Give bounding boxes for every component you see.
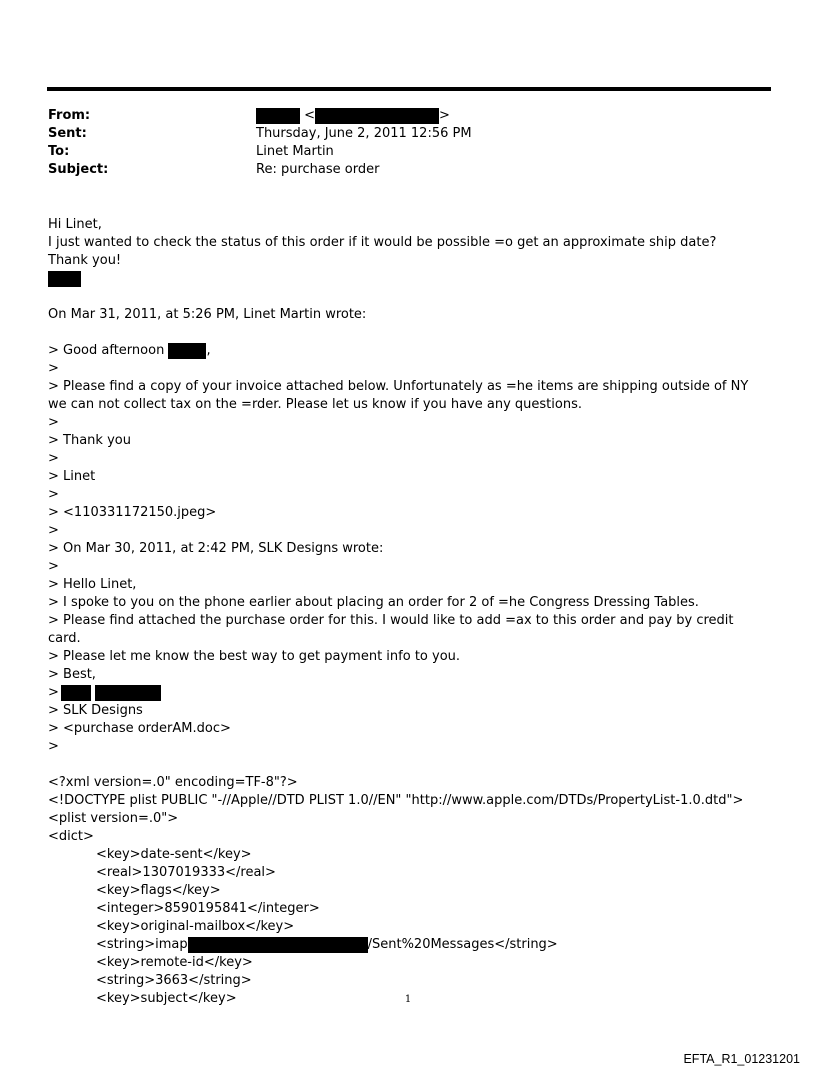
xml-line: <integer>8590195841</integer> <box>96 901 320 916</box>
quote-line: > <box>48 684 768 702</box>
quote-line: > <purchase orderAM.doc> <box>48 721 231 736</box>
subject-label: Subject: <box>48 162 109 177</box>
xml-line: <string>3663</string> <box>96 973 252 988</box>
redaction-box <box>256 108 300 124</box>
quote-line: > <box>48 739 59 754</box>
xml-line: <real>1307019333</real> <box>96 865 276 880</box>
redaction-box <box>315 108 439 124</box>
signature-line <box>48 270 768 288</box>
email-body <box>48 216 768 1008</box>
from-label: From: <box>48 108 91 123</box>
xml-line: <key>flags</key> <box>96 883 221 898</box>
xml-line: <!DOCTYPE plist PUBLIC "-//Apple//DTD PLIST 1.0//EN" "http://www.apple.com/DTDs/PropertyList-1.0.dtd"> <box>48 793 744 808</box>
thanks-line: Thank you! <box>48 253 122 268</box>
quote-line: > On Mar 30, 2011, at 2:42 PM, SLK Designs wrote: <box>48 541 384 556</box>
quote-line: > <box>48 361 59 376</box>
xml-line: <?xml version=.0" encoding=TF-8"?> <box>48 775 298 790</box>
xml-line: <string>imap /Sent%20Messages</string> <box>96 937 558 952</box>
xml-line: <key>date-sent</key> <box>96 847 252 862</box>
quote-line: > Hello Linet, <box>48 577 137 592</box>
greeting: Hi Linet, <box>48 217 102 232</box>
redaction-box <box>61 685 91 701</box>
quote-line: > Please let me know the best way to get payment info to you. <box>48 649 461 664</box>
from-row <box>48 107 450 125</box>
quote-line: > <box>48 415 59 430</box>
document-id: EFTA_R1_01231201 <box>683 1052 800 1066</box>
quote-line: > <box>48 559 59 574</box>
quote-line: > Please find attached the purchase order for this. I would like to add =ax to this order and pay by credit card. <box>48 613 738 646</box>
to-label: To: <box>48 144 70 159</box>
to-row <box>48 143 334 161</box>
redaction-box <box>95 685 161 701</box>
quote-line: > Best, <box>48 667 96 682</box>
sent-label: Sent: <box>48 126 87 141</box>
sent-row <box>48 125 472 143</box>
quote-line: > Good afternoon , <box>48 343 211 358</box>
redaction-box <box>48 271 81 287</box>
quote-line: > Linet <box>48 469 96 484</box>
quote-line: > Please find a copy of your invoice attached below. Unfortunately as =he items are shipping outside of NY we can not collect tax on the =rder. Please let us know if you have any questions. <box>48 379 753 412</box>
header-rule <box>47 87 771 91</box>
quote-intro: On Mar 31, 2011, at 5:26 PM, Linet Martin wrote: <box>48 307 367 322</box>
xml-line: <key>remote-id</key> <box>96 955 253 970</box>
subject-value: Re: purchase order <box>256 162 380 177</box>
body-line: I just wanted to check the status of this order if it would be possible =o get an approximate ship date? <box>48 235 717 250</box>
quote-line: > I spoke to you on the phone earlier about placing an order for 2 of =he Congress Dressing Tables. <box>48 595 699 610</box>
quote-line: > <box>48 487 59 502</box>
redaction-box <box>188 937 368 953</box>
quote-line: > <box>48 451 59 466</box>
page-number: 1 <box>404 994 412 1005</box>
to-value: Linet Martin <box>256 144 334 159</box>
from-value: < > <box>256 107 450 125</box>
subject-row <box>48 161 380 179</box>
quote-line: > <box>48 523 59 538</box>
xml-line: <key>original-mailbox</key> <box>96 919 295 934</box>
xml-line: <key>subject</key> <box>96 991 237 1006</box>
quote-line: > Thank you <box>48 433 131 448</box>
xml-line: <plist version=.0"> <box>48 811 179 826</box>
quote-line: > <110331172150.jpeg> <box>48 505 217 520</box>
quote-line: > SLK Designs <box>48 703 143 718</box>
xml-line: <dict> <box>48 829 94 844</box>
redaction-box <box>168 343 206 359</box>
sent-value: Thursday, June 2, 2011 12:56 PM <box>256 126 472 141</box>
